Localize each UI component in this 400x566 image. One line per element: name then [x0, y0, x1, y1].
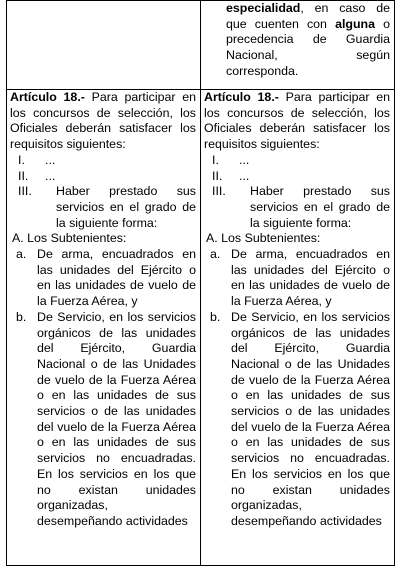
section-heading: A. Los Subtenientes: [12, 231, 127, 246]
top-right-cell [201, 1, 395, 90]
roman-item [18, 153, 196, 169]
item-letter: a. [210, 247, 221, 262]
left-article-cell [7, 90, 201, 566]
lettered-item [14, 247, 196, 310]
comparison-table [6, 0, 395, 566]
article-intro: Para participar en los concursos de selección, los Oficiales deberán satisfacer los requisitos siguientes: [10, 90, 196, 152]
roman-item [18, 169, 196, 185]
right-article-cell [201, 90, 395, 566]
text-run: o precedencia de Guardia Nacional, según corresponda. [226, 16, 390, 78]
roman-text: ... [45, 168, 56, 183]
roman-text: Haber prestado sus servicios en el grado de la siguiente forma: [250, 184, 390, 230]
roman-numeral: III. [18, 184, 32, 199]
item-letter: a. [16, 247, 27, 262]
article-title: Artículo 18.- [204, 90, 279, 104]
table-row [7, 1, 395, 90]
item-letter: b. [16, 309, 27, 324]
roman-numeral: I. [212, 152, 219, 167]
article-paragraph [10, 90, 196, 153]
roman-item [212, 184, 390, 231]
item-text: De Servicio, en los servicios orgánicos de las unidades del Ejército, Guardia Nacional o de las Unidades de vuelo de la Fuerza Aérea o en las unidades de sus servicios o de las unidades del vuelo de la Fuerza Aérea o en las unidades de sus servicios no encuadradas. En los servicios en los que no existan unidades organizadas, desempeñando actividades [37, 309, 196, 528]
lettered-item [208, 310, 390, 530]
roman-text: ... [45, 152, 56, 167]
item-text: De arma, encuadrados en las unidades del Ejército o en las unidades de vuelo de la Fuerza Aérea, y [231, 247, 390, 309]
roman-text: Haber prestado sus servicios en el grado de la siguiente forma: [56, 184, 196, 230]
article-intro: Para participar en los concursos de selección, los Oficiales deberán satisfacer los requisitos siguientes: [204, 90, 390, 152]
roman-numeral: III. [212, 184, 226, 199]
section-heading: A. Los Subtenientes: [206, 231, 321, 246]
item-text: De arma, encuadrados en las unidades del Ejército o en las unidades de vuelo de la Fuerza Aérea, y [37, 247, 196, 309]
lettered-item [208, 247, 390, 310]
roman-item [18, 184, 196, 231]
table-row [7, 90, 395, 566]
text-run: , en caso de que cuenten con [226, 1, 390, 31]
bold-word: especialidad [226, 1, 301, 15]
roman-text: ... [239, 168, 250, 183]
item-text: De Servicio, en los servicios orgánicos de las unidades del Ejército, Guardia Nacional o de las Unidades de vuelo de la Fuerza Aérea o en las unidades de sus servicios o de las unidades del vuelo de la Fuerza Aérea o en las unidades de sus servicios no encuadradas. En los servicios en los que no existan unidades organizadas, desempeñando actividades [231, 309, 390, 528]
bold-word: alguna [335, 16, 375, 31]
lettered-item [14, 310, 196, 530]
roman-text: ... [239, 152, 250, 167]
item-letter: b. [210, 309, 221, 324]
article-title: Artículo 18.- [10, 90, 85, 104]
roman-numeral: I. [18, 152, 25, 167]
roman-item [212, 153, 390, 169]
top-left-cell [7, 1, 201, 90]
roman-numeral: II. [212, 168, 223, 183]
article-paragraph [204, 90, 390, 153]
continued-paragraph [204, 1, 390, 80]
roman-item [212, 169, 390, 185]
roman-numeral: II. [18, 168, 29, 183]
